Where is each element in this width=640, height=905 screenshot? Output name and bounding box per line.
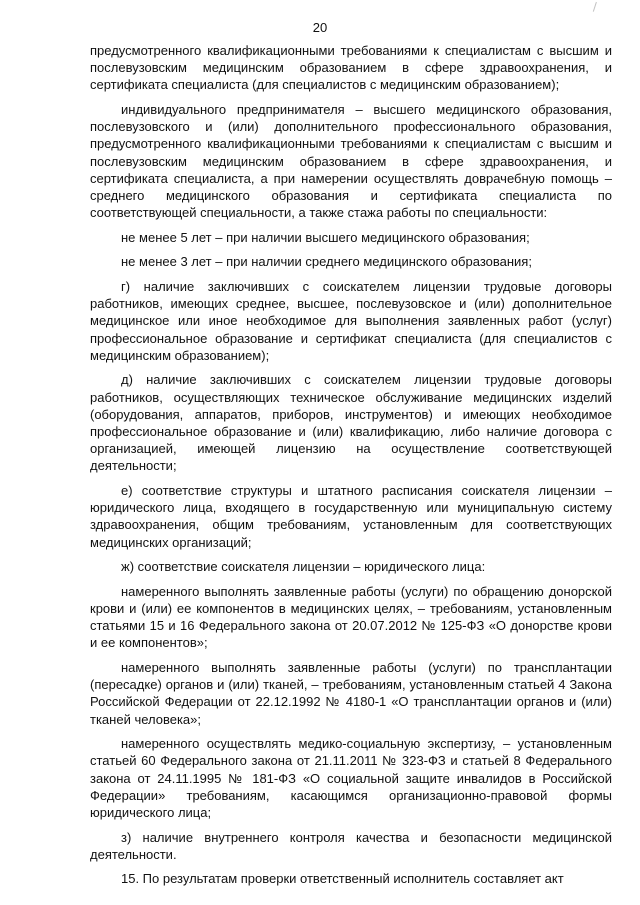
paragraph: ж) соответствие соискателя лицензии – юридического лица: xyxy=(121,559,486,575)
paragraph: г) наличие заключивших с соискателем лицензии трудовые договоры работников, имеющих среднее, высшее, послевузовское и (или) дополнительное медицинское или иное необходимое для выполнения заявленных работ (услуг) профессиональное образование и сертификат специалиста (для специалистов с медицинским образованием); xyxy=(90,279,612,363)
paragraph: е) соответствие структуры и штатного расписания соискателя лицензии – юридического лица, входящего в государственную или муниципальную систему здравоохранения, общим требованиям, установленным для соответствующих медицинских организаций; xyxy=(90,483,612,550)
page-number: 20 xyxy=(312,20,328,35)
paragraph: не менее 3 лет – при наличии среднего медицинского образования; xyxy=(121,254,532,270)
document-body xyxy=(90,42,612,895)
paragraph: намеренного осуществлять медико-социальную экспертизу, – установленным статьей 60 Федерального закона от 21.11.2011 № 323-ФЗ и статьей 8 Федерального закона от 24.11.1995 № 181-ФЗ «О социальной защите инвалидов в Российской Федерации» требованиям, касающимся организационно-правовой формы юридического лица; xyxy=(90,736,612,821)
corner-pen-mark xyxy=(593,2,610,16)
paragraph: 15. По результатам проверки ответственный исполнитель составляет акт xyxy=(121,871,564,887)
paragraph: намеренного выполнять заявленные работы (услуги) по трансплантации (пересадке) органов и (или) тканей, – требованиям, установленным статьей 4 Закона Российской Федерации от 22.12.1992 № 4180-1 «О трансплантации органов и (или) тканей человека»; xyxy=(90,660,612,727)
paragraph: не менее 5 лет – при наличии высшего медицинского образования; xyxy=(121,229,530,245)
paragraph: намеренного выполнять заявленные работы (услуги) по обращению донорской крови и (или) ее компонентов в медицинских целях, – требованиям, установленным статьями 15 и 16 Федерального закона от 20.07.2012 № 125-ФЗ «О донорстве крови и ее компонентов»; xyxy=(90,583,612,651)
paragraph: предусмотренного квалификационными требованиями к специалистам с высшим и послевузовским медицинским образованием в сфере здравоохранения, и сертификата специалиста (для специалистов с медицинским образованием); xyxy=(90,43,612,93)
paragraph: з) наличие внутреннего контроля качества и безопасности медицинской деятельности. xyxy=(90,829,612,862)
paragraph: д) наличие заключивших с соискателем лицензии трудовые договоры работников, осуществляющих техническое обслуживание медицинских изделий (оборудования, аппаратов, приборов, инструментов) и имеющих необходимое профессиональное образование и (или) квалификацию, либо наличие договора с организацией, имеющей лицензию на осуществление соответствующей деятельности; xyxy=(90,372,612,474)
paragraph: индивидуального предпринимателя – высшего медицинского образования, послевузовского и (или) дополнительного профессионального образования, предусмотренного квалификационными требованиями к специалистам с высшим и послевузовским медицинским образованием в сфере здравоохранения, и сертификата специалиста, а при намерении осуществлять доврачебную помощь – среднего медицинского образования и сертификата специалиста по соответствующей специальности, а также стажа работы по специальности: xyxy=(90,102,612,221)
